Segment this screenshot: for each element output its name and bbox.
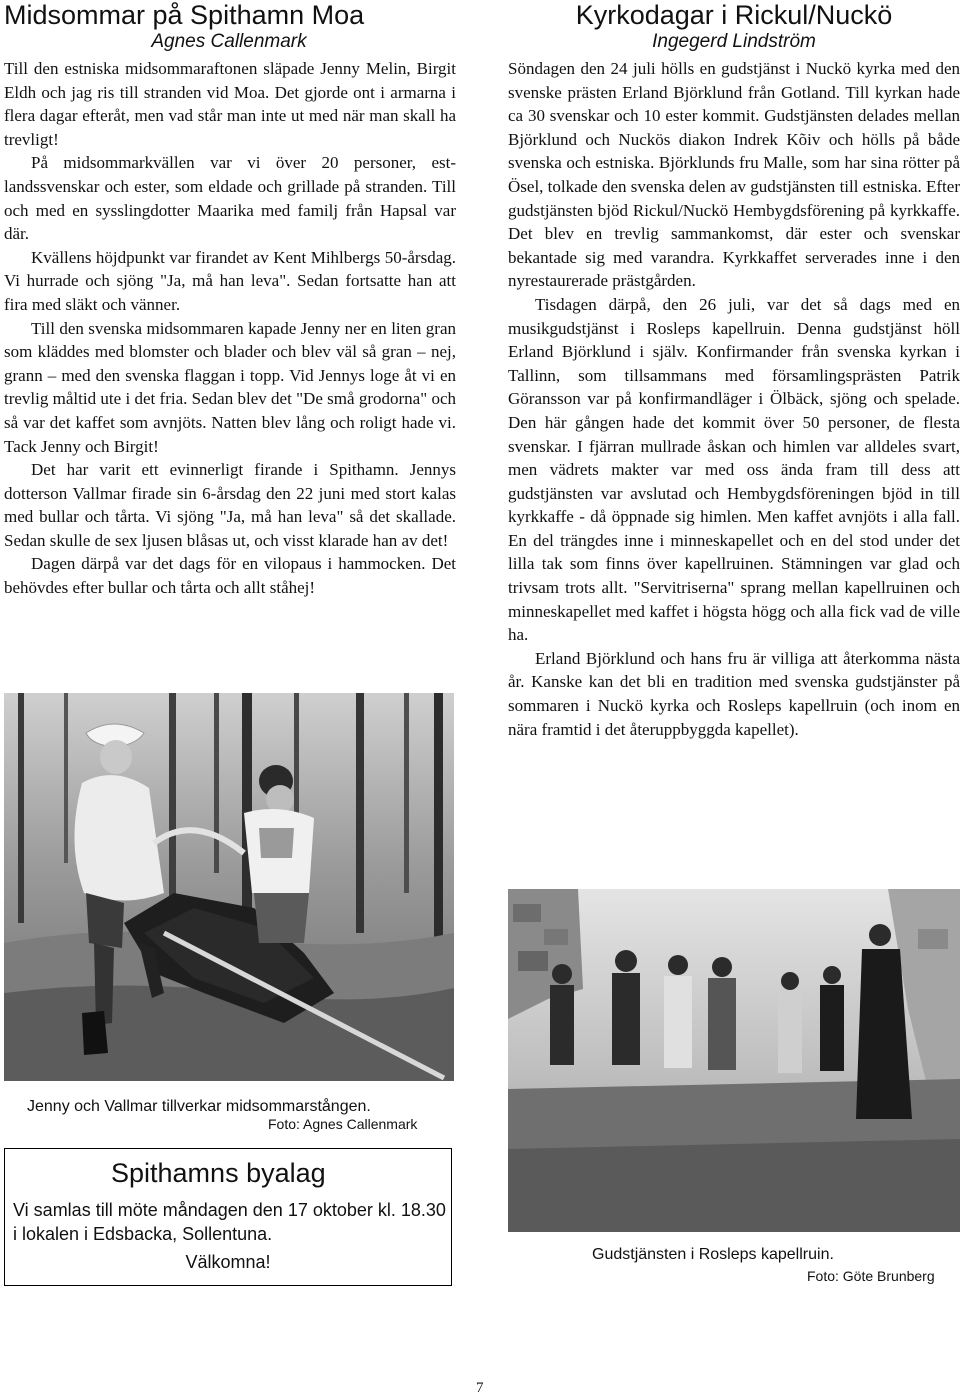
left-article [4,0,456,600]
notice-title: Spithamns byalag [111,1158,326,1188]
photo-caption: Gudstjänsten i Rosleps kapellruin. [592,1246,834,1263]
paragraph: Till den svenska midsommaren kapade Jenny ner en liten gran som kläddes med blomster och blader och blev väl så gran – nej, grann – med den svenska flaggan i topp. Vid Jennys loge åt vi en trevlig måltid ute i det fria. Sedan blev det "De små grodorna" och så var det kaffet som avnjöts. Natten blev lång och roligt hade vi. Tack Jenny och Birgit! [4,318,456,456]
article-title: Kyrkodagar i Rickul/Nuckö [575,0,893,30]
notice-text: Vi samlas till möte måndagen den 17 oktober kl. 18.30 i lokalen i Edsbacka, Sollentuna. [13,1200,446,1244]
article-body [508,57,960,741]
paragraph: Kvällens höjdpunkt var firandet av Kent Mihlbergs 50-årsdag. Vi hurrade och sjöng "Ja, må han leva". Sedan fortsatte han att fira med släkt och vänner. [4,247,456,314]
right-article [508,0,960,741]
paragraph: Till den estniska midsommaraftonen släpade Jenny Melin, Birgit Eldh och jag ris till stranden vid Moa. Det gjorde ont i armarna i flera dagar efteråt, men vad står man inte ut med när man skall ha trevligt! [4,59,456,149]
paragraph: Dagen därpå var det dags för en vilopaus i hammocken. Det behövdes efter bullar och tårta och allt ståhej! [4,554,456,598]
paragraph: Det har varit ett evinnerligt firande i Spithamn. Jennys dotterson Vallmar firade sin 6-årsdag den 22 juni med stort kalas med bullar och tårta. Vi sjöng "Ja, må han leva" så det skallade. Sedan skulle de sex ljusen blåsas ut, och visst klarade han av det! [4,460,456,550]
midsummer-photo [4,693,454,1081]
paragraph: Söndagen den 24 juli hölls en gudstjänst i Nuckö kyrka med den svenske prästen Erland Björklund från Gotland. Till kyrkan hade ca 30 svenskar och 10 ester kommit. Gudstjänsten delades mellan Björklund och Nuckös diakon Indrek Kõiv och hölls på både svenska och estniska. Björklunds fru Malle, som har sina rötter på Ösel, tolkade den svenska delen av gudstjänsten till estniska. Efter gudstjänsten bjöd Rickul/Nuckö Hembygdsförening på kyrkkaffe. Det blev en trevlig sammankomst, där ester och svenskar bekantade sig med varandra. Kyrkkaffet serverades inne i den nyrestaurerade prästgården. [508,59,960,291]
paragraph: På midsommarkvällen var vi över 20 personer, estlandssvenskar och ester, som eldade och grillade på stranden. Till och med en sysslingdotter Maarika med familj från Hapsal var där. [4,153,456,244]
photo-credit: Foto: Göte Brunberg [807,1268,935,1284]
byalag-notice [4,1148,452,1286]
page-number: 7 [476,1380,484,1396]
paragraph: Tisdagen därpå, den 26 juli, var det så dags med en musikgudstjänst i Rosleps kapellruin. Denna gudstjänst höll Erland Björklund i själv. Konfirmander från svenska kyrkan i Tallinn, som tillsammans med församlingsprästen Patrik Göransson var på konfirmandläger i Ölbäck, sjöng och spelade. Den här gången hade det kommit över 50 personer, de flesta svenskar. I fjärran mullrade åskan och himlen var alldeles svart, men vädrets makter var med oss ända fram till dess att gudstjänsten var avslutad och Hembygdsföreningen bjöd in till kyrkkaffe - då öppnade sig himlen. Men kaffet avnjöts i alla fall. En del trängdes inne i minneskapellet och en del stod under det lilla tak som finns över kapellruinen. Stämningen var glad och trivsam trots allt. "Servitriserna" sprang mellan kapellruinen och minneskapellet med kaffet i högsta högg och alla fick vad de ville ha. [508,294,960,645]
chapel-service-photo [508,889,960,1232]
photo-credit: Foto: Agnes Callenmark [268,1116,418,1132]
article-author: Ingegerd Lindström [652,31,816,52]
article-body [4,57,456,600]
article-author: Agnes Callenmark [151,31,307,52]
photo-caption: Jenny och Vallmar tillverkar midsommarstången. [27,1098,371,1115]
article-title: Midsommar på Spithamn Moa [4,0,365,30]
paragraph: Erland Björklund och hans fru är villiga att återkomma nästa år. Kanske kan det bli en tradition med svenska gudstjänster på sommaren i Nuckö kyrka och Rosleps kapellruin (och inom en nära framtid i det återuppbyggda kapellet). [508,648,960,739]
notice-welcome: Välkomna! [185,1252,271,1272]
